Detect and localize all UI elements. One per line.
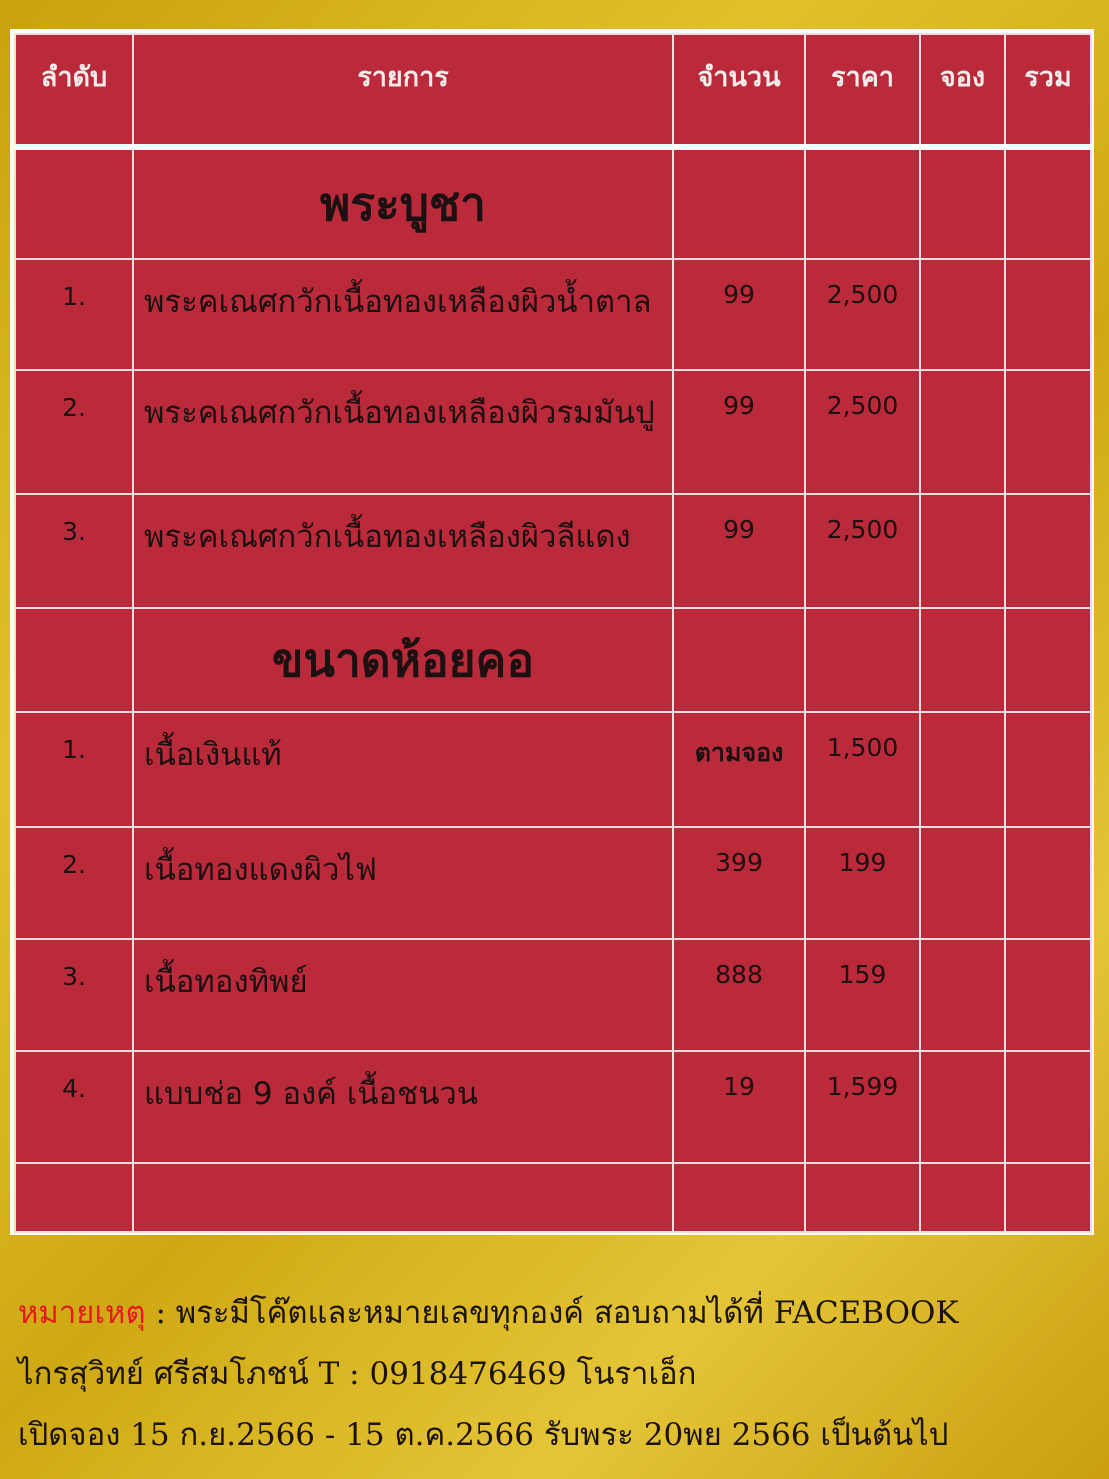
row-item: พระคเณศกวักเนื้อทองเหลืองผิวน้ำตาล — [133, 259, 673, 370]
table-row — [15, 494, 1091, 608]
row-reserve-cell[interactable] — [920, 259, 1005, 370]
note-text-1: : พระมีโค๊ตและหมายเลขทุกองค์ สอบถามได้ที่ FACEBOOK — [145, 1295, 959, 1331]
row-qty: 399 — [673, 827, 805, 939]
header-item: รายการ — [133, 34, 673, 147]
header-total: รวม — [1005, 34, 1091, 147]
row-price: 1,500 — [805, 712, 920, 827]
empty-cell[interactable] — [920, 1163, 1005, 1232]
section-total-cell — [1005, 608, 1091, 712]
section-title-buddha-statues: พระบูชา — [133, 147, 673, 259]
row-total-cell[interactable] — [1005, 259, 1091, 370]
row-total-cell[interactable] — [1005, 712, 1091, 827]
section-no-cell — [15, 147, 133, 259]
table-row — [15, 259, 1091, 370]
row-price: 159 — [805, 939, 920, 1051]
row-price: 2,500 — [805, 494, 920, 608]
section-title-pendant-size: ขนาดห้อยคอ — [133, 608, 673, 712]
row-no: 3. — [15, 939, 133, 1051]
row-reserve-cell[interactable] — [920, 939, 1005, 1051]
row-no: 1. — [15, 712, 133, 827]
row-total-cell[interactable] — [1005, 494, 1091, 608]
row-reserve-cell[interactable] — [920, 494, 1005, 608]
section-no-cell — [15, 608, 133, 712]
table-row — [15, 370, 1091, 494]
header-no: ลำดับ — [15, 34, 133, 147]
header-price: ราคา — [805, 34, 920, 147]
row-reserve-cell[interactable] — [920, 712, 1005, 827]
empty-cell — [805, 1163, 920, 1232]
empty-cell — [133, 1163, 673, 1232]
note-label: หมายเหตุ — [18, 1295, 146, 1331]
section-price-cell — [805, 147, 920, 259]
header-qty: จำนวน — [673, 34, 805, 147]
section-total-cell — [1005, 147, 1091, 259]
table-row-empty — [15, 1163, 1091, 1232]
row-price: 199 — [805, 827, 920, 939]
row-no: 4. — [15, 1051, 133, 1163]
row-reserve-cell[interactable] — [920, 1051, 1005, 1163]
section-row-buddha-statues — [15, 147, 1091, 259]
table-row — [15, 1051, 1091, 1163]
row-qty: 99 — [673, 259, 805, 370]
price-sheet — [10, 29, 1094, 1235]
section-reserve-cell — [920, 608, 1005, 712]
row-price: 2,500 — [805, 259, 920, 370]
row-total-cell[interactable] — [1005, 1051, 1091, 1163]
empty-cell — [673, 1163, 805, 1232]
row-reserve-cell[interactable] — [920, 827, 1005, 939]
note-line-1 — [18, 1283, 1106, 1344]
empty-cell — [15, 1163, 133, 1232]
row-item: แบบช่อ 9 องค์ เนื้อชนวน — [133, 1051, 673, 1163]
table-row — [15, 939, 1091, 1051]
table-row — [15, 712, 1091, 827]
header-row — [15, 34, 1091, 147]
row-qty: 888 — [673, 939, 805, 1051]
table-row — [15, 827, 1091, 939]
note-line-2: ไกรสุวิทย์ ศรีสมโภชน์ T : 0918476469 โนราเอ็ก — [18, 1356, 697, 1392]
row-qty: ตามจอง — [673, 712, 805, 827]
row-reserve-cell[interactable] — [920, 370, 1005, 494]
row-total-cell[interactable] — [1005, 939, 1091, 1051]
row-qty: 99 — [673, 494, 805, 608]
row-item: เนื้อทองแดงผิวไฟ — [133, 827, 673, 939]
row-no: 2. — [15, 370, 133, 494]
empty-cell[interactable] — [1005, 1163, 1091, 1232]
notes-block — [18, 1283, 1106, 1466]
header-reserve: จอง — [920, 34, 1005, 147]
row-price: 1,599 — [805, 1051, 920, 1163]
section-qty-cell — [673, 608, 805, 712]
row-item: พระคเณศกวักเนื้อทองเหลืองผิวลีแดง — [133, 494, 673, 608]
section-row-pendant-size — [15, 608, 1091, 712]
row-qty: 99 — [673, 370, 805, 494]
row-no: 3. — [15, 494, 133, 608]
section-reserve-cell — [920, 147, 1005, 259]
section-qty-cell — [673, 147, 805, 259]
row-no: 1. — [15, 259, 133, 370]
row-item: เนื้อทองทิพย์ — [133, 939, 673, 1051]
row-price: 2,500 — [805, 370, 920, 494]
note-line-3: เปิดจอง 15 ก.ย.2566 - 15 ต.ค.2566 รับพระ 20พย 2566 เป็นต้นไป — [18, 1417, 949, 1453]
row-item: พระคเณศกวักเนื้อทองเหลืองผิวรมมันปู — [133, 370, 673, 494]
price-table — [14, 33, 1092, 1233]
row-total-cell[interactable] — [1005, 370, 1091, 494]
row-no: 2. — [15, 827, 133, 939]
row-item: เนื้อเงินแท้ — [133, 712, 673, 827]
row-qty: 19 — [673, 1051, 805, 1163]
section-price-cell — [805, 608, 920, 712]
row-total-cell[interactable] — [1005, 827, 1091, 939]
